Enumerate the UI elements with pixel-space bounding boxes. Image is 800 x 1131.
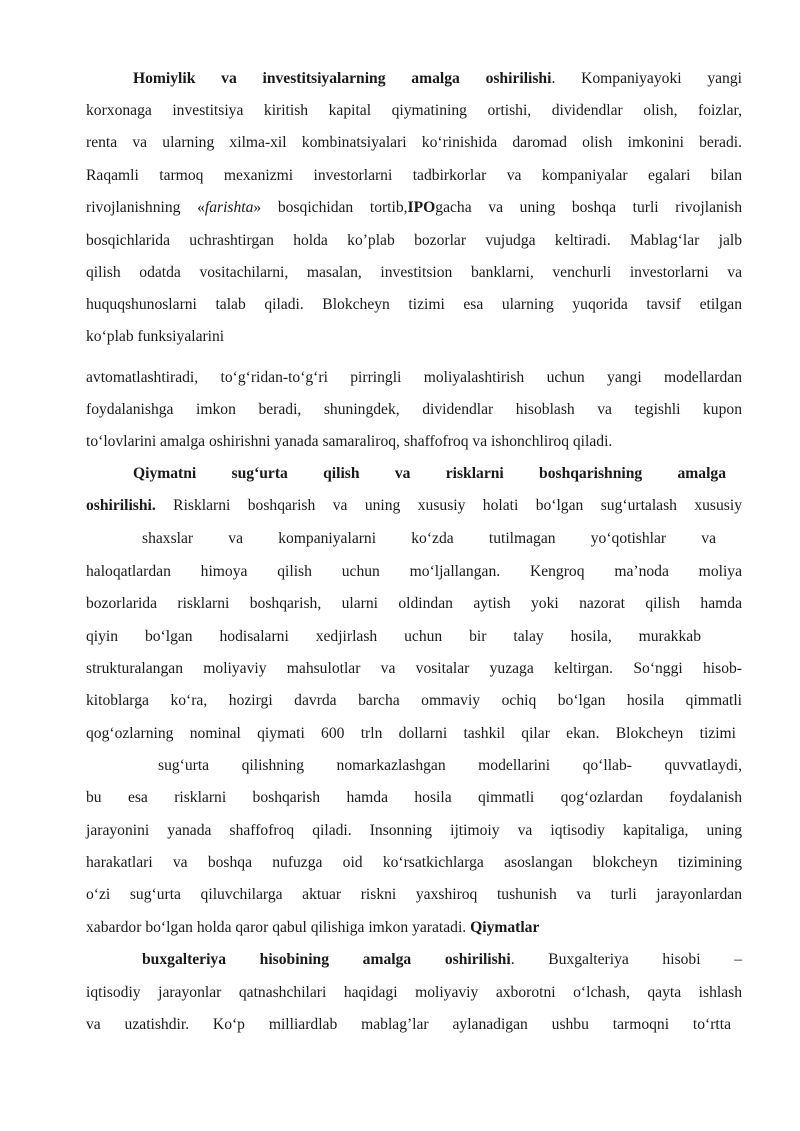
paragraph-line: bosqichlarida uchrashtirgan holda ko’plab bozorlar vujudga keltiradi. Mablagʻlar jalb xyxy=(86,232,742,249)
line-text: Risklarni boshqarish va uning xususiy holati boʻlgan sugʻurtalash xususiy xyxy=(155,497,742,514)
paragraph-line: va uzatishdir. Koʻp milliardlab mablag’lar aylanadigan ushbu tarmoqni toʻrtta xyxy=(86,1016,731,1033)
paragraph-line xyxy=(86,918,742,938)
paragraph-line: avtomatlashtiradi, toʻgʻridan-toʻgʻri pirringli moliyalashtirish uchun yangi modellardan xyxy=(86,369,742,386)
paragraph-line: haloqatlardan himoya qilish uchun moʻljallangan. Kengroq ma’noda moliya xyxy=(86,563,742,580)
paragraph-line xyxy=(86,496,742,516)
paragraph-line: qiyin boʻlgan hodisalarni xedjirlash uchun bir talay hosila, murakkab xyxy=(86,628,701,645)
paragraph-line: harakatlari va boshqa nufuzga oid koʻrsatkichlarga asoslangan blokcheyn tizimining xyxy=(86,854,742,871)
paragraph-line: Raqamli tarmoq mexanizmi investorlarni tadbirkorlar va kompaniyalar egalari bilan xyxy=(86,167,742,184)
paragraph-line: foydalanishga imkon beradi, shuningdek, dividendlar hisoblash va tegishli kupon xyxy=(86,401,742,418)
paragraph-line: korxonaga investitsiya kiritish kapital qiymatining ortishi, dividendlar olish, foizlar, xyxy=(86,102,742,119)
section-heading-accounting: Qiymatlar xyxy=(470,919,540,936)
line-text: . Buxgalteriya hisobi – xyxy=(510,951,743,968)
line-text: xabardor boʻlgan holda qaror qabul qilishiga imkon yaratadi. xyxy=(86,919,471,936)
paragraph-line: qilish odatda vositachilarni, masalan, investitsion banklarni, venchurli investorlarni va xyxy=(86,264,742,281)
paragraph-line: bozorlarida risklarni boshqarish, ularni oldindan aytish yoki nazorat qilish hamda xyxy=(86,595,742,612)
line-text: . Kompaniyayoki yangi xyxy=(551,70,742,87)
paragraph-line: bu esa risklarni boshqarish hamda hosila qimmatli qogʻozlardan foydalanish xyxy=(86,789,742,806)
section-heading-accounting-end: buxgalteriya hisobining amalga oshirilishi xyxy=(142,951,511,968)
paragraph-line xyxy=(86,464,726,484)
paragraph-line: shaxslar va kompaniyalarni koʻzda tutilmagan yoʻqotishlar va xyxy=(142,530,716,547)
line-text: » bosqichidan tortib, xyxy=(253,199,408,216)
section-heading-insurance: Qiymatni sugʻurta qilish va risklarni boshqarishning amalga xyxy=(133,465,726,482)
line-text: rivojlanishning « xyxy=(86,199,205,216)
paragraph-line xyxy=(86,950,742,970)
bold-term-ipo: IPO xyxy=(407,199,436,216)
section-heading-investments: Homiylik va investitsiyalarning amalga oshirilishi xyxy=(133,70,552,87)
paragraph-line: huquqshunoslarni talab qiladi. Blokcheyn tizimi esa ularning yuqorida tavsif etilgan xyxy=(86,296,742,313)
line-text: gacha va uning boshqa turli rivojlanish xyxy=(435,199,742,216)
paragraph-line: strukturalangan moliyaviy mahsulotlar va vositalar yuzaga keltirgan. Soʻnggi hisob- xyxy=(86,660,742,677)
paragraph-line xyxy=(86,198,742,218)
italic-term: farishta xyxy=(204,199,254,216)
paragraph-line: qogʻozlarning nominal qiymati 600 trln dollarni tashkil qilar ekan. Blokcheyn tizimi xyxy=(86,725,736,742)
paragraph-line: oʻzi sugʻurta qiluvchilarga aktuar riskni yaxshiroq tushunish va turli jarayonlardan xyxy=(86,886,742,903)
paragraph-line: jarayonini yanada shaffofroq qiladi. Insonning ijtimoiy va iqtisodiy kapitaliga, uning xyxy=(86,822,742,839)
paragraph-line xyxy=(86,69,742,89)
paragraph-line: toʻlovlarini amalga oshirishni yanada samaraliroq, shaffofroq va ishonchliroq qiladi. xyxy=(86,433,613,450)
paragraph-line: koʻplab funksiyalarini xyxy=(86,328,225,345)
paragraph-line: renta va ularning xilma-xil kombinatsiyalari koʻrinishida daromad olish imkonini beradi. xyxy=(86,134,742,151)
section-heading-insurance-end: oshirilishi. xyxy=(86,497,156,514)
paragraph-line: kitoblarga koʻra, hozirgi davrda barcha ommaviy ochiq boʻlgan hosila qimmatli xyxy=(86,692,742,709)
paragraph-line: sugʻurta qilishning nomarkazlashgan modellarini qoʻllab- quvvatlaydi, xyxy=(158,757,742,774)
paragraph-line: iqtisodiy jarayonlar qatnashchilari haqidagi moliyaviy axborotni oʻlchash, qayta ishlash xyxy=(86,984,742,1001)
